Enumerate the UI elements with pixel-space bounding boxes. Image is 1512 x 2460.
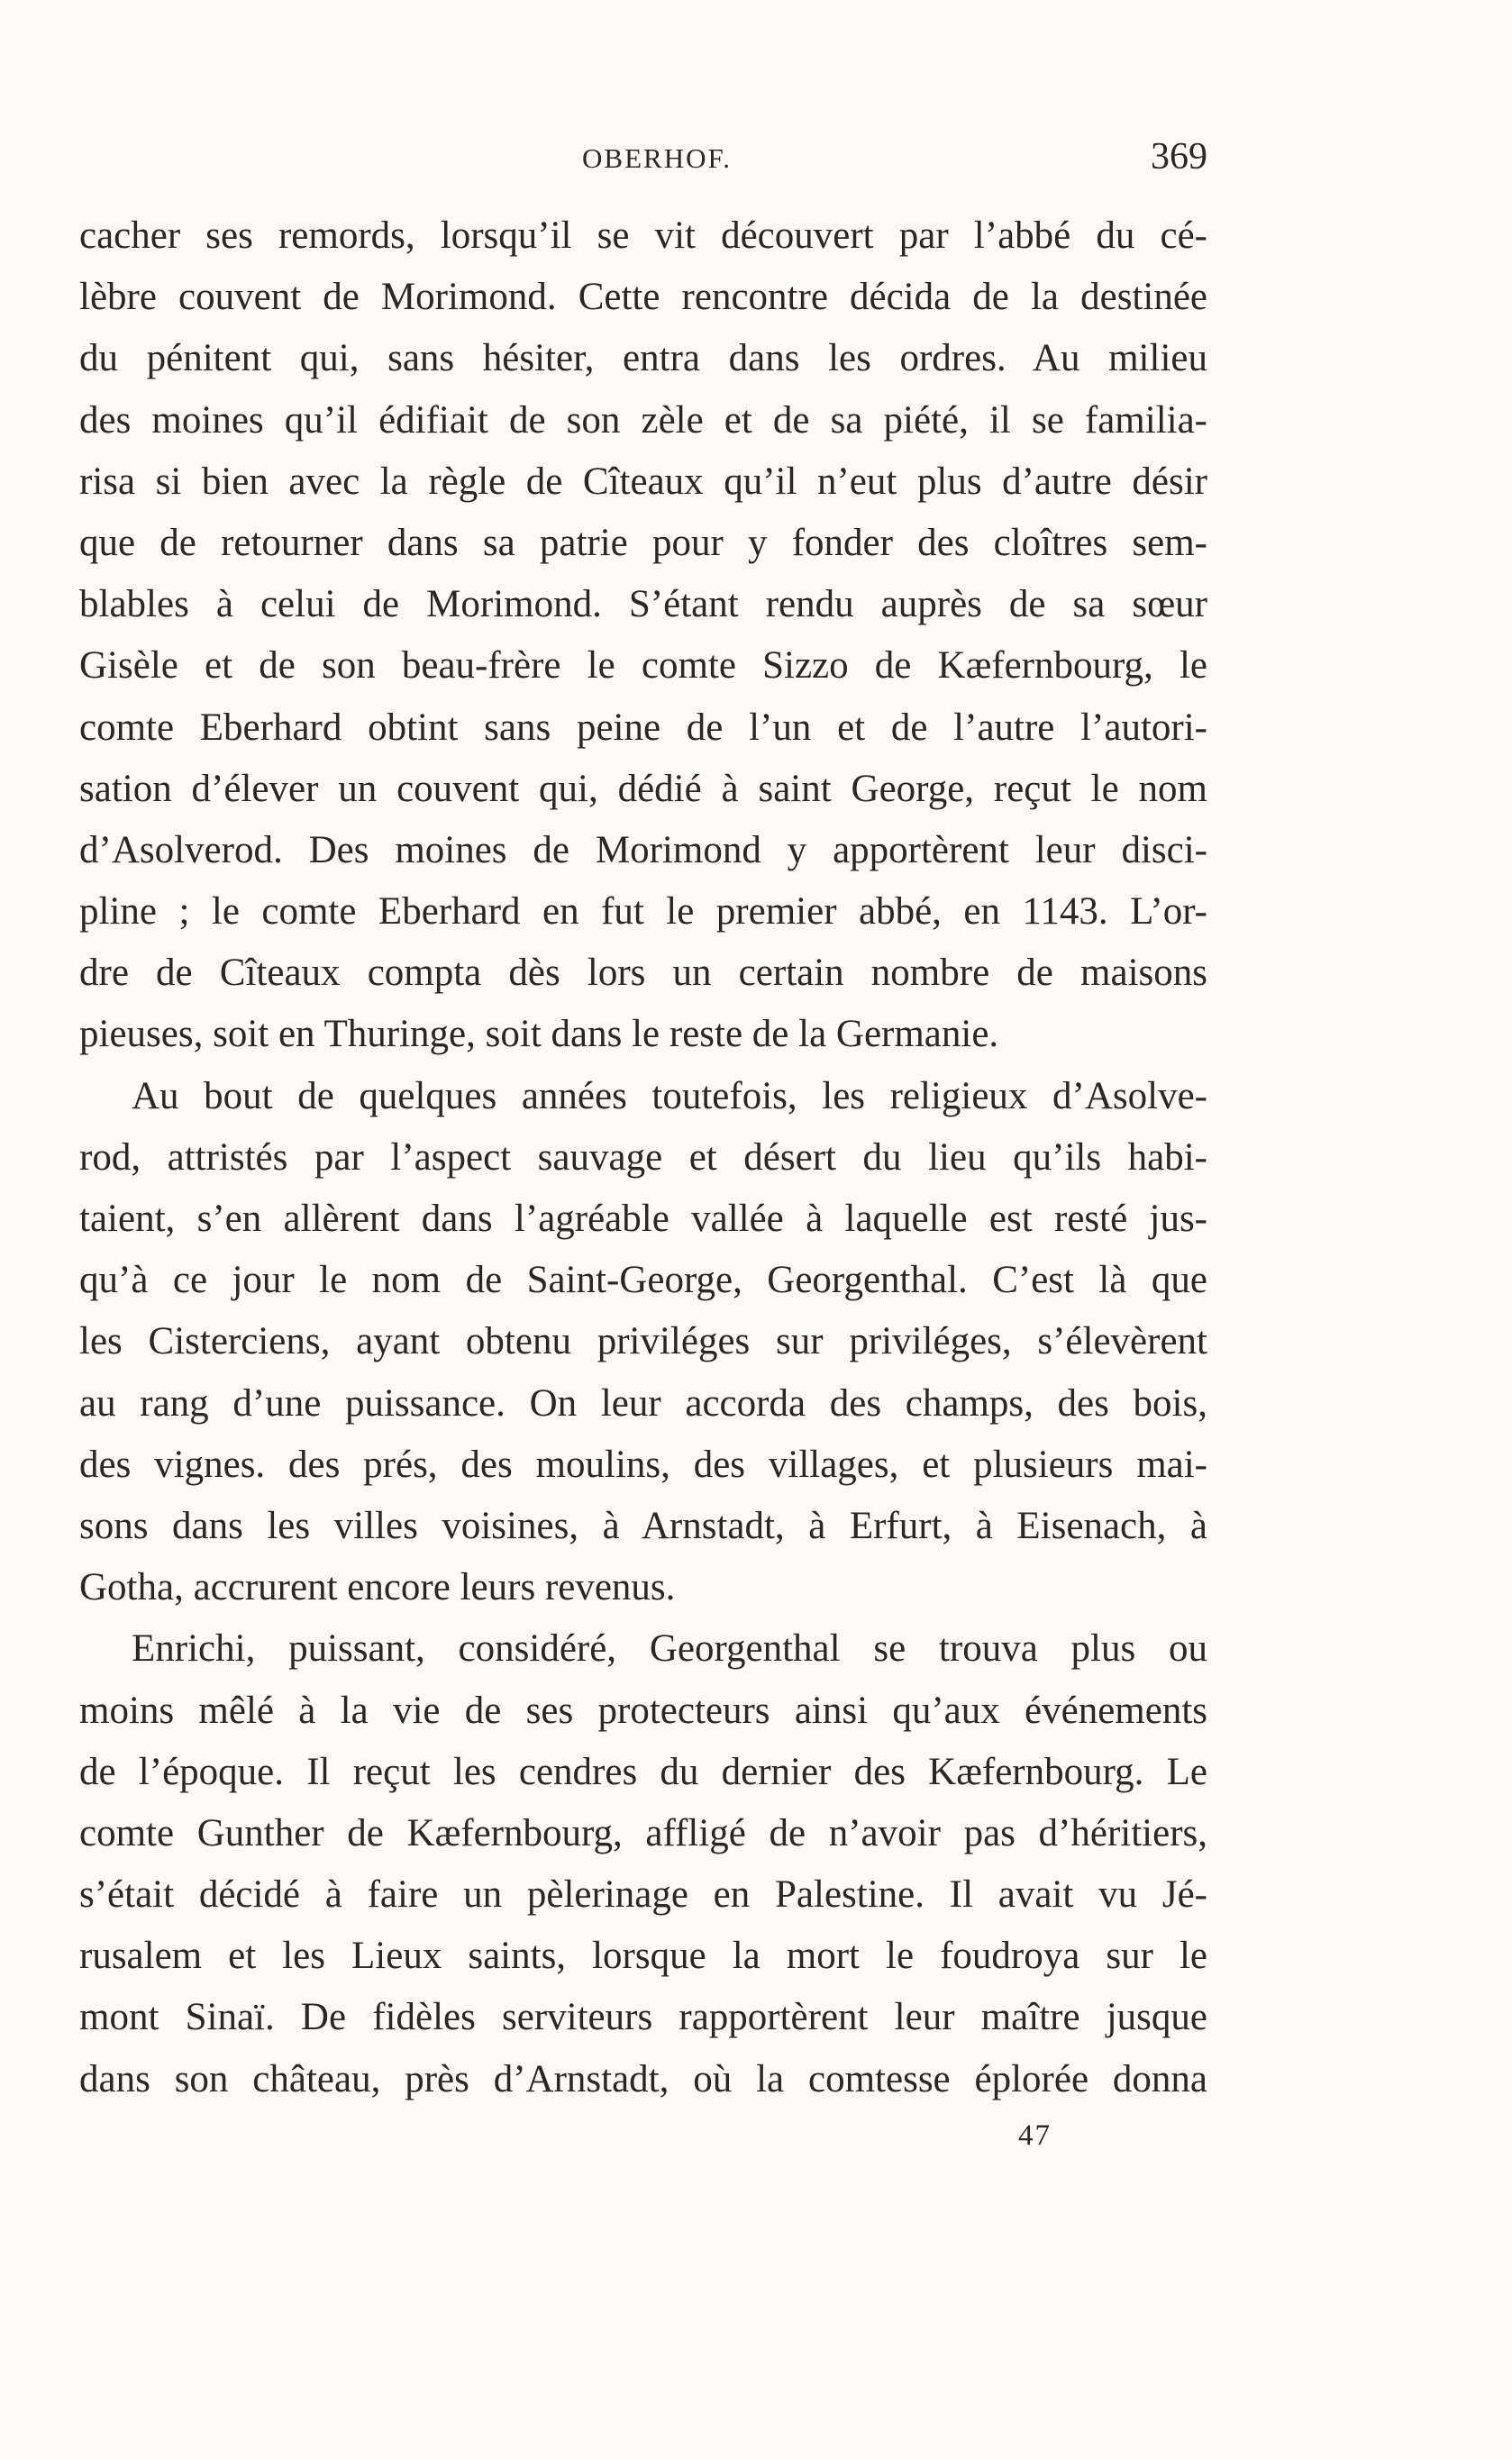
text-line: mont Sinaï. De fidèles serviteurs rapportèrent leur maître jusque <box>79 1996 1207 2039</box>
text-line: taient, s’en allèrent dans l’agréable vallée à laquelle est resté jus- <box>79 1198 1207 1240</box>
text-line: au rang d’une puissance. On leur accorda des champs, des bois, <box>79 1381 1207 1425</box>
text-line: lèbre couvent de Morimond. Cette rencontre décida de la destinée <box>79 276 1207 319</box>
text-line: de l’époque. Il reçut les cendres du dernier des Kæfernbourg. Le <box>79 1750 1207 1793</box>
text-line: sation d’élever un couvent qui, dédié à saint George, reçut le nom <box>79 767 1207 810</box>
text-line: cacher ses remords, lorsqu’il se vit découvert par l’abbé du cé- <box>79 214 1207 257</box>
text-line: que de retourner dans sa patrie pour y fonder des cloîtres sem- <box>79 521 1207 564</box>
text-line: dans son château, près d’Arnstadt, où la comtesse éplorée donna <box>79 2057 1207 2100</box>
text-line: pieuses, soit en Thuringe, soit dans le reste de la Germanie. <box>79 1013 999 1056</box>
text-line: Gotha, accrurent encore leurs revenus. <box>79 1566 676 1609</box>
page-header <box>79 135 1207 189</box>
text-line: rod, attristés par l’aspect sauvage et désert du lieu qu’ils habi- <box>79 1135 1207 1179</box>
text-line: blables à celui de Morimond. S’étant rendu auprès de sa sœur <box>79 583 1207 626</box>
page-number: 369 <box>1151 136 1207 178</box>
text-line: dre de Cîteaux compta dès lors un certain nombre de maisons <box>79 952 1207 995</box>
text-line: comte Eberhard obtint sans peine de l’un et de l’autre l’autori- <box>79 706 1207 749</box>
text-line: des moines qu’il édifiait de son zèle et de sa piété, il se familia- <box>79 398 1207 442</box>
text-line: les Cisterciens, ayant obtenu priviléges sur priviléges, s’élevèrent <box>79 1320 1207 1363</box>
signature-mark: 47 <box>1018 2119 1052 2152</box>
text-line: comte Gunther de Kæfernbourg, affligé de n’avoir pas d’héritiers, <box>79 1811 1207 1854</box>
text-line: des vignes. des prés, des moulins, des villages, et plusieurs mai- <box>79 1443 1207 1486</box>
text-line: Enrichi, puissant, considéré, Georgenthal se trouva plus ou <box>132 1627 1207 1671</box>
text-line: du pénitent qui, sans hésiter, entra dans les ordres. Au milieu <box>79 337 1207 380</box>
text-line: risa si bien avec la règle de Cîteaux qu’il n’eut plus d’autre désir <box>79 460 1207 503</box>
running-head: OBERHOF. <box>582 142 732 174</box>
text-line: qu’à ce jour le nom de Saint-George, Georgenthal. C’est là que <box>79 1259 1207 1302</box>
text-line: Gisèle et de son beau-frère le comte Sizzo de Kæfernbourg, le <box>79 644 1207 688</box>
text-line: s’était décidé à faire un pèlerinage en Palestine. Il avait vu Jé- <box>79 1873 1207 1917</box>
text-line: sons dans les villes voisines, à Arnstadt, à Erfurt, à Eisenach, à <box>79 1504 1207 1547</box>
text-line: d’Asolverod. Des moines de Morimond y apportèrent leur disci- <box>79 828 1207 871</box>
text-line: Au bout de quelques années toutefois, les religieux d’Asolve- <box>132 1074 1207 1117</box>
body-text <box>79 205 1207 2110</box>
text-line: pline ; le comte Eberhard en fut le premier abbé, en 1143. L’or- <box>79 890 1207 934</box>
text-line: rusalem et les Lieux saints, lorsque la mort le foudroya sur le <box>79 1935 1207 1978</box>
text-line: moins mêlé à la vie de ses protecteurs ainsi qu’aux événements <box>79 1689 1207 1732</box>
